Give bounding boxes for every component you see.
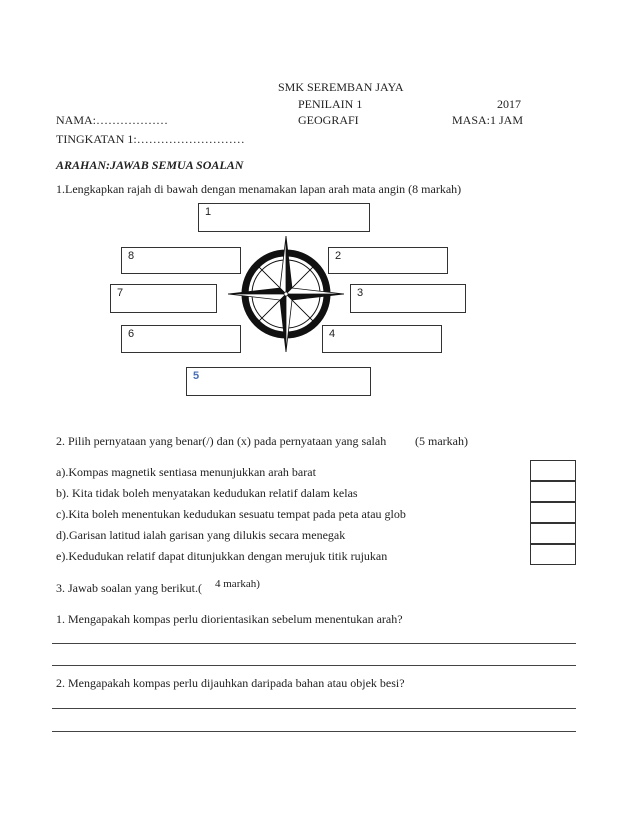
q2-text: 2. Pilih pernyataan yang benar(/) dan (x) pada pernyataan yang salah [56,434,387,448]
statement-b: b). Kita tidak boleh menyatakan kedudukan relatif dalam kelas [56,486,358,500]
school-name: SMK SEREMBAN JAYA [278,80,404,94]
statement-d: d).Garisan latitud ialah garisan yang dilukis secara menegak [56,528,346,542]
year: 2017 [497,97,521,111]
answer-box-c[interactable] [530,502,576,523]
direction-box-label: 8 [128,250,135,262]
q3-question-1: 1. Mengapakah kompas perlu diorientasikan sebelum menentukan arah? [56,612,403,626]
direction-box-label: 2 [335,250,342,262]
compass-rose-icon [226,234,346,354]
instruction: ARAHAN:JAWAB SEMUA SOALAN [56,158,244,172]
direction-box-label: 4 [329,328,336,340]
direction-box-7[interactable] [110,284,217,313]
q3-marks: 4 markah) [215,578,260,590]
direction-box-2[interactable] [328,247,448,274]
direction-box-6[interactable] [121,325,241,353]
q2-marks: (5 markah) [415,434,468,448]
name-field[interactable]: NAMA:……………… [56,113,169,127]
answer-box-e[interactable] [530,544,576,565]
answer-box-d[interactable] [530,523,576,544]
direction-box-8[interactable] [121,247,241,274]
direction-box-label: 1 [205,206,212,218]
answer-line[interactable] [52,731,576,732]
statement-e: e).Kedudukan relatif dapat ditunjukkan dengan merujuk titik rujukan [56,549,388,563]
direction-box-label: 6 [128,328,135,340]
direction-box-1[interactable] [198,203,370,232]
direction-box-3[interactable] [350,284,466,313]
answer-box-b[interactable] [530,481,576,502]
class-field[interactable]: TINGKATAN 1:……………………… [56,132,245,146]
answer-box-a[interactable] [530,460,576,481]
answer-line[interactable] [52,708,576,709]
subject: GEOGRAFI [298,113,359,127]
answer-line[interactable] [52,665,576,666]
q3-question-2: 2. Mengapakah kompas perlu dijauhkan daripada bahan atau objek besi? [56,676,405,690]
q3-text: 3. Jawab soalan yang berikut.( [56,581,202,595]
answer-line[interactable] [52,643,576,644]
direction-box-label: 5 [193,370,200,382]
statement-c: c).Kita boleh menentukan kedudukan sesuatu tempat pada peta atau glob [56,507,406,521]
statement-a: a).Kompas magnetik sentiasa menunjukkan arah barat [56,465,316,479]
direction-box-label: 3 [357,287,364,299]
assessment-title: PENILAIN 1 [298,97,363,111]
direction-box-5[interactable] [186,367,371,396]
duration: MASA:1 JAM [452,113,524,127]
q1-text: 1.Lengkapkan rajah di bawah dengan menamakan lapan arah mata angin (8 markah) [56,182,462,196]
direction-box-label: 7 [117,287,124,299]
